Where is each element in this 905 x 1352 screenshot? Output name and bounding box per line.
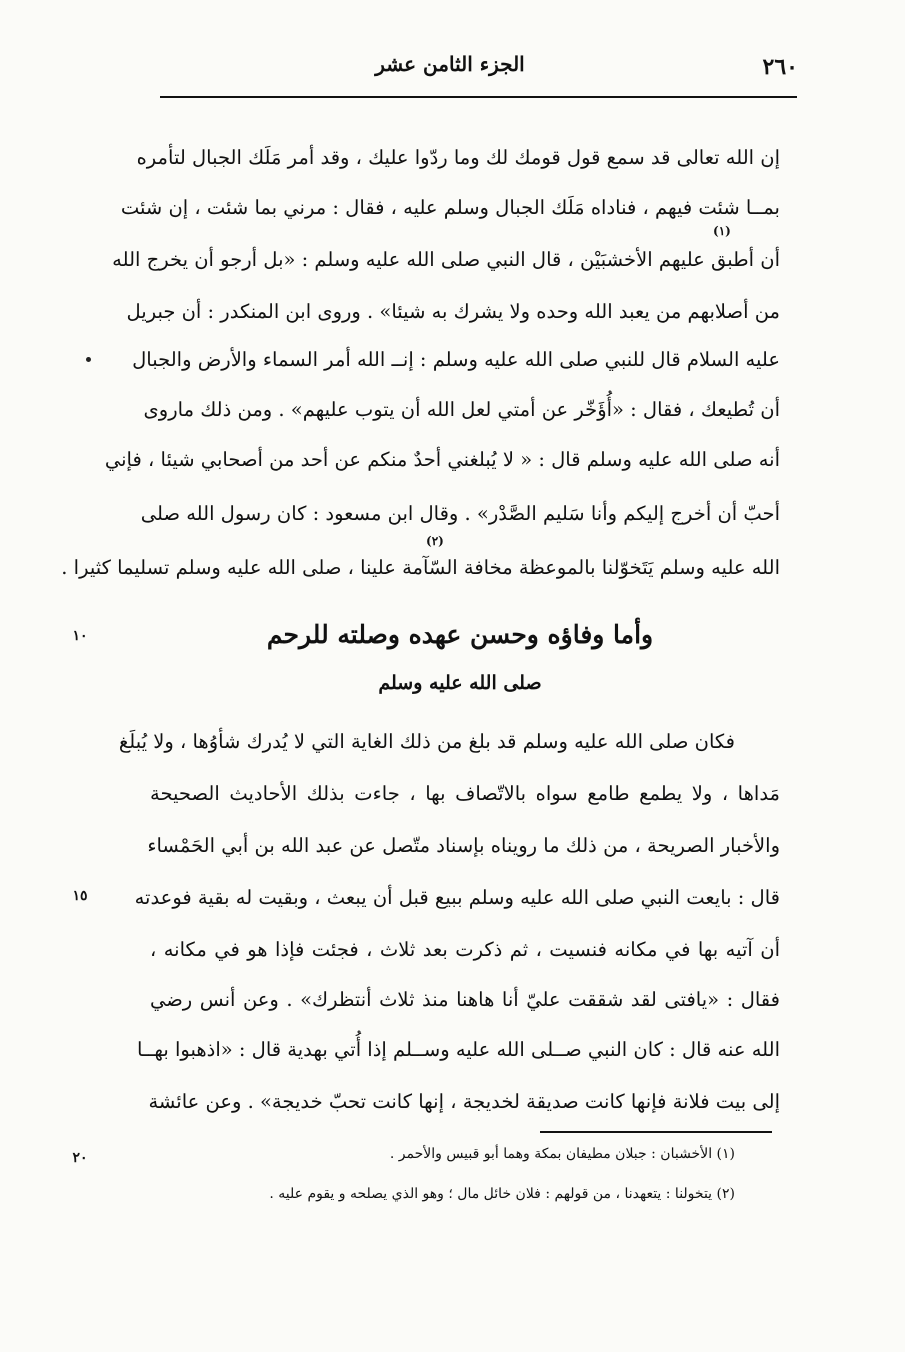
text-line: بمــا شئت فيهم ، فناداه مَلَك الجبال وسلم عليه ، فقال : مرني بما شئت ، إن شئت (120, 196, 780, 219)
section-subheading: صلى الله عليه وسلم (378, 672, 542, 694)
footnote: (١) الأخشبان : جبلان مطيفان بمكة وهما أبو قبيس والأحمر . (389, 1146, 735, 1162)
text-line: أن أطبق عليهم الأخشبَيْن ، قال النبي صلى الله عليه وسلم : «بل أرجو أن يخرج الله (112, 248, 780, 271)
text-line: أن آتيه بها في مكانه فنسيت ، ثم ذكرت بعد ثلاث ، فجئت فإذا هو في مكانه ، (150, 938, 780, 961)
section-heading: وأما وفاؤه وحسن عهده وصلته للرحم (266, 620, 654, 649)
text-line: أن تُطيعك ، فقال : «أُؤَخّر عن أمتي لعل الله أن يتوب عليهم» . ومن ذلك ماروى (143, 398, 780, 421)
text-line: الله عنه قال : كان النبي صــلى الله عليه وســلم إذا أُتي بهدية قال : «اذهبوا بهــا (137, 1038, 780, 1061)
footnote-marker: (٢) (426, 534, 444, 548)
text-line: قال : بايعت النبي صلى الله عليه وسلم ببيع قبل أن يبعث ، وبقيت له بقية فوعدته (134, 886, 780, 909)
footnote-marker: (١) (713, 224, 731, 238)
margin-line-number: ١٥ (72, 888, 88, 904)
footnote-rule (540, 1131, 772, 1133)
header-rule (160, 96, 797, 98)
text-line: إلى بيت فلانة فإنها كانت صديقة لخديجة ، إنها كانت تحبّ خديجة» . وعن عائشة (148, 1090, 780, 1113)
footnote: (٢) يتخولنا : يتعهدنا ، من قولهم : فلان خائل مال ؛ وهو الذي يصلحه و يقوم عليه . (269, 1186, 735, 1202)
text-line: أحبّ أن أخرج إليكم وأنا سَليم الصَّدْر» . وقال ابن مسعود : كان رسول الله صلى (140, 502, 780, 525)
text-line: والأخبار الصريحة ، من ذلك ما رويناه بإسناد متّصل عن عبد الله بن أبي الحَمْساء (147, 834, 780, 857)
text-line: الله عليه وسلم يَتَخوّلنا بالموعظة مخافة السّآمة علينا ، صلى الله عليه وسلم تسليما كثيرا . (61, 556, 780, 579)
text-line: إن الله تعالى قد سمع قول قومك لك وما ردّوا عليك ، وقد أمر مَلَك الجبال لتأمره (136, 146, 780, 169)
text-line: مَداها ، ولا يطمع طامع سواه بالاتّصاف بها ، جاءت بذلك الأحاديث الصحيحة (150, 782, 780, 805)
margin-line-number: ٢٠ (72, 1150, 88, 1166)
text-line: من أصلابهم من يعبد الله وحده ولا يشرك به شيئا» . وروى ابن المنكدر : أن جبريل (126, 300, 780, 323)
text-line: أنه صلى الله عليه وسلم قال : « لا يُبلغني أحدٌ منكم عن أحد من أصحابي شيئا ، فإني (104, 448, 780, 471)
text-line: فكان صلى الله عليه وسلم قد بلغ من ذلك الغاية التي لا يُدرك شأوُها ، ولا يُبلَغ (118, 730, 735, 753)
margin-marker-dot (86, 357, 91, 362)
text-line: فقال : «يافتى لقد شققت عليّ أنا هاهنا منذ ثلاث أنتظرك» . وعن أنس رضي (150, 988, 780, 1011)
page-number: ٢٦٠ (762, 54, 798, 80)
text-line: عليه السلام قال للنبي صلى الله عليه وسلم : إنــ الله أمر السماء والأرض والجبال (132, 348, 780, 371)
margin-line-number: ١٠ (72, 628, 88, 644)
running-header-title: الجزء الثامن عشر (375, 52, 525, 76)
